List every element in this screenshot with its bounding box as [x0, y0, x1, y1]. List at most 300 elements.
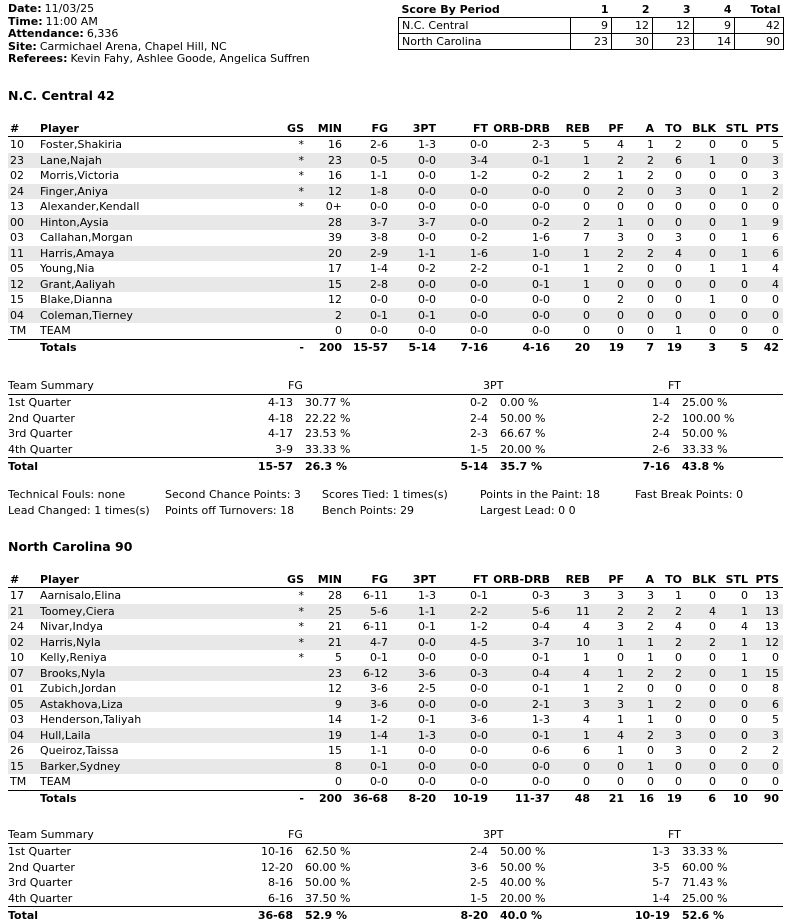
player-row — [8, 168, 783, 184]
note-label: Largest Lead: — [480, 504, 555, 517]
3pt-made-att: 2-4 — [470, 845, 489, 859]
totals-reb-cell: 48 — [554, 790, 594, 807]
player-row — [8, 650, 783, 666]
meta-label: Time: — [8, 14, 43, 28]
ft-cell: 1-2 — [470, 620, 488, 634]
gs-cell — [278, 246, 308, 262]
ft-made-att: 2-2 — [652, 411, 671, 425]
player-row — [8, 604, 783, 620]
player-row — [8, 215, 783, 231]
game-notes-row1 — [8, 487, 786, 503]
fg-cell: 5-6 — [370, 604, 388, 618]
min-cell: 16 — [328, 138, 342, 152]
gs-cell: * — [298, 169, 304, 183]
orb-drb-cell: 0-4 — [532, 620, 550, 634]
reb-cell: 2 — [583, 215, 590, 229]
reb-cell: 1 — [583, 277, 590, 291]
jersey-number-cell: 02 — [10, 169, 24, 183]
player-name-cell: Alexander,Kendall — [40, 200, 140, 214]
pf-cell: 4 — [617, 138, 624, 152]
reb-cell: 0 — [583, 293, 590, 307]
fg-cell: 0-0 — [370, 293, 388, 307]
totals-blk-cell: 3 — [686, 339, 720, 356]
orb-drb-cell: 0-1 — [532, 153, 550, 167]
box-column-header: STL — [720, 120, 752, 137]
blk-cell: 0 — [709, 200, 716, 214]
min-cell: 12 — [328, 293, 342, 307]
min-cell: 28 — [328, 589, 342, 603]
player-name-cell: TEAM — [40, 775, 71, 789]
jersey-number-cell: 23 — [10, 153, 24, 167]
3pt-made-att: 1-5 — [470, 891, 489, 905]
3pt-pct: 0.00 % — [500, 396, 539, 410]
fg-made-att-total: 36-68 — [248, 907, 293, 924]
player-name-cell: Harris,Amaya — [40, 246, 115, 260]
box-column-header: 3PT — [392, 120, 440, 137]
3pt-cell: 0-0 — [418, 744, 436, 758]
player-row — [8, 199, 783, 215]
player-name-cell: Coleman,Tierney — [40, 308, 133, 322]
stl-cell: 1 — [741, 651, 748, 665]
player-name-cell: TEAM — [40, 324, 71, 338]
min-cell: 20 — [328, 246, 342, 260]
reb-cell: 4 — [583, 620, 590, 634]
pts-cell: 2 — [772, 184, 779, 198]
player-row — [8, 743, 783, 759]
ft-pct: 50.00 % — [682, 427, 728, 441]
player-row — [8, 666, 783, 682]
player-name-cell: Young,Nia — [40, 262, 95, 276]
totals-pf-cell: 21 — [594, 790, 628, 807]
3pt-cell: 0-0 — [418, 759, 436, 773]
fg-made-att-total: 15-57 — [248, 458, 293, 475]
orb-drb-cell: 0-4 — [532, 666, 550, 680]
ft-pct: 33.33 % — [682, 845, 728, 859]
pf-cell: 1 — [617, 744, 624, 758]
q1-score: 23 — [571, 34, 612, 50]
totals-blank-cell — [8, 339, 38, 356]
team2-box-score-table — [8, 571, 783, 807]
ast-cell: 2 — [647, 728, 654, 742]
ast-cell: 3 — [647, 589, 654, 603]
summary-quarter-row — [8, 426, 783, 442]
stl-cell: 0 — [741, 728, 748, 742]
totals-gs-cell: - — [278, 339, 308, 356]
player-row — [8, 184, 783, 200]
box-column-header: # — [8, 120, 38, 137]
orb-drb-cell: 1-3 — [532, 713, 550, 727]
ft-pct-total: 43.8 % — [670, 458, 783, 475]
ft-cell: 2-2 — [470, 604, 488, 618]
ast-cell: 0 — [647, 184, 654, 198]
gs-cell — [278, 323, 308, 339]
q2-score: 30 — [612, 34, 653, 50]
ast-cell: 1 — [647, 759, 654, 773]
gs-cell — [278, 712, 308, 728]
3pt-cell: 0-1 — [418, 713, 436, 727]
ast-cell: 2 — [647, 246, 654, 260]
team2-summary-table — [8, 826, 783, 924]
fg-cell: 2-6 — [370, 138, 388, 152]
gs-cell: * — [298, 153, 304, 167]
jersey-number-cell: 07 — [10, 666, 24, 680]
gs-cell — [278, 215, 308, 231]
reb-cell: 1 — [583, 682, 590, 696]
note-label: Bench Points: — [322, 504, 397, 517]
box-column-header: GS — [278, 120, 308, 137]
stl-cell: 0 — [741, 759, 748, 773]
fg-pct: 22.22 % — [305, 411, 351, 425]
totals-orb-drb-cell: 11-37 — [492, 790, 554, 807]
ast-cell: 0 — [647, 215, 654, 229]
ft-made-att: 3-5 — [652, 860, 671, 874]
meta-value: Kevin Fahy, Ashlee Goode, Angelica Suffren — [70, 52, 310, 66]
to-cell: 0 — [675, 262, 682, 276]
pf-cell: 3 — [617, 697, 624, 711]
jersey-number-cell: TM — [10, 775, 27, 789]
blk-cell: 2 — [709, 635, 716, 649]
team1-summary-table — [8, 377, 783, 475]
fg-made-att: 12-20 — [261, 860, 293, 874]
ft-cell: 0-0 — [470, 744, 488, 758]
summary-3pt-header: 3PT — [443, 377, 628, 395]
summary-ft-header: FT — [628, 826, 783, 844]
min-cell: 12 — [328, 682, 342, 696]
pts-cell: 13 — [765, 620, 779, 634]
stl-cell: 1 — [741, 184, 748, 198]
reb-cell: 0 — [583, 200, 590, 214]
totals-orb-drb-cell: 4-16 — [492, 339, 554, 356]
jersey-number-cell: 15 — [10, 759, 24, 773]
summary-ft-header: FT — [628, 377, 783, 395]
player-row — [8, 261, 783, 277]
summary-quarter-row — [8, 860, 783, 876]
note-label: Second Chance Points: — [165, 488, 291, 501]
3pt-cell: 0-1 — [418, 308, 436, 322]
jersey-number-cell: 24 — [10, 620, 24, 634]
fg-pct: 62.50 % — [305, 845, 351, 859]
totals-row — [8, 790, 783, 807]
3pt-cell: 3-6 — [418, 666, 436, 680]
game-note — [8, 503, 165, 519]
to-cell: 3 — [675, 744, 682, 758]
orb-drb-cell: 0-0 — [532, 308, 550, 322]
box-column-header: A — [628, 120, 658, 137]
3pt-made-att: 1-5 — [470, 442, 489, 456]
box-column-header: TO — [658, 120, 686, 137]
summary-total-row — [8, 458, 783, 475]
player-name-cell: Brooks,Nyla — [40, 666, 106, 680]
player-row — [8, 308, 783, 324]
gs-cell — [278, 728, 308, 744]
stl-cell: 0 — [741, 589, 748, 603]
pts-cell: 5 — [772, 713, 779, 727]
pf-cell: 2 — [617, 604, 624, 618]
reb-cell: 3 — [583, 589, 590, 603]
pts-cell: 3 — [772, 728, 779, 742]
fg-made-att: 3-9 — [275, 442, 293, 456]
box-column-header: ORB-DRB — [492, 120, 554, 137]
gs-cell — [278, 230, 308, 246]
jersey-number-cell: 00 — [10, 215, 24, 229]
reb-cell: 4 — [583, 713, 590, 727]
3pt-pct: 40.00 % — [500, 876, 546, 890]
stl-cell: 1 — [741, 246, 748, 260]
reb-cell: 1 — [583, 262, 590, 276]
pf-cell: 2 — [617, 293, 624, 307]
min-cell: 23 — [328, 153, 342, 167]
player-row — [8, 759, 783, 775]
ft-cell: 4-5 — [470, 635, 488, 649]
blk-cell: 0 — [709, 246, 716, 260]
gs-cell: * — [298, 138, 304, 152]
stl-cell: 0 — [741, 713, 748, 727]
totals-3pt-cell: 5-14 — [392, 339, 440, 356]
fg-pct-total: 52.9 % — [293, 907, 443, 924]
ft-made-att: 1-3 — [652, 845, 671, 859]
gs-cell — [278, 759, 308, 775]
player-name-cell: Zubich,Jordan — [40, 682, 117, 696]
summary-title: Team Summary — [8, 826, 248, 844]
blk-cell: 1 — [709, 293, 716, 307]
meta-line — [8, 53, 310, 66]
min-cell: 21 — [328, 620, 342, 634]
reb-cell: 5 — [583, 138, 590, 152]
orb-drb-cell: 1-0 — [532, 246, 550, 260]
box-column-header: REB — [554, 571, 594, 588]
fg-pct: 60.00 % — [305, 860, 351, 874]
to-cell: 0 — [675, 682, 682, 696]
pf-cell: 1 — [617, 169, 624, 183]
team-name-cell: North Carolina — [399, 34, 571, 50]
note-value: 3 — [293, 488, 301, 501]
ast-cell: 1 — [647, 138, 654, 152]
totals-fg-cell: 15-57 — [346, 339, 392, 356]
3pt-cell: 1-3 — [418, 138, 436, 152]
pf-cell: 0 — [617, 651, 624, 665]
3pt-cell: 0-0 — [418, 635, 436, 649]
jersey-number-cell: 13 — [10, 200, 24, 214]
3pt-cell: 0-0 — [418, 293, 436, 307]
fg-cell: 0-1 — [370, 308, 388, 322]
gs-cell: * — [298, 184, 304, 198]
totals-blank-cell — [8, 790, 38, 807]
min-cell: 5 — [335, 651, 342, 665]
to-cell: 4 — [675, 620, 682, 634]
blk-cell: 4 — [709, 604, 716, 618]
player-name-cell: Hinton,Aysia — [40, 215, 109, 229]
score-row — [399, 34, 784, 50]
reb-cell: 1 — [583, 728, 590, 742]
orb-drb-cell: 0-0 — [532, 324, 550, 338]
player-row — [8, 712, 783, 728]
blk-cell: 0 — [709, 713, 716, 727]
quarter-label: 4th Quarter — [8, 442, 73, 456]
jersey-number-cell: 11 — [10, 246, 24, 260]
3pt-made-att: 2-5 — [470, 876, 489, 890]
gs-cell: * — [298, 589, 304, 603]
gs-cell: * — [298, 651, 304, 665]
reb-cell: 0 — [583, 308, 590, 322]
box-column-header: ORB-DRB — [492, 571, 554, 588]
jersey-number-cell: 26 — [10, 744, 24, 758]
to-cell: 0 — [675, 277, 682, 291]
summary-3pt-header: 3PT — [443, 826, 628, 844]
box-column-header: FG — [346, 571, 392, 588]
box-column-header: PTS — [752, 120, 783, 137]
meta-value: 11/03/25 — [44, 2, 95, 15]
reb-cell: 1 — [583, 246, 590, 260]
pts-cell: 0 — [772, 759, 779, 773]
3pt-pct: 20.00 % — [500, 442, 546, 456]
to-cell: 2 — [675, 138, 682, 152]
3pt-pct: 50.00 % — [500, 411, 546, 425]
fg-cell: 4-7 — [370, 635, 388, 649]
3pt-pct: 50.00 % — [500, 845, 546, 859]
gs-cell — [278, 308, 308, 324]
to-cell: 0 — [675, 308, 682, 322]
reb-cell: 0 — [583, 184, 590, 198]
to-cell: 1 — [675, 589, 682, 603]
team1-box-score-table — [8, 120, 783, 356]
ft-made-att: 2-4 — [652, 427, 671, 441]
jersey-number-cell: TM — [10, 324, 27, 338]
fg-pct: 23.53 % — [305, 427, 351, 441]
blk-cell: 0 — [709, 308, 716, 322]
jersey-number-cell: 03 — [10, 713, 24, 727]
3pt-cell: 1-3 — [418, 728, 436, 742]
blk-cell: 1 — [709, 262, 716, 276]
blk-cell: 0 — [709, 620, 716, 634]
game-note — [165, 503, 322, 519]
fg-cell: 1-1 — [370, 169, 388, 183]
ft-cell: 0-0 — [470, 651, 488, 665]
ft-cell: 0-3 — [470, 666, 488, 680]
to-cell: 3 — [675, 231, 682, 245]
blk-cell: 0 — [709, 775, 716, 789]
to-cell: 0 — [675, 713, 682, 727]
game-meta — [8, 3, 310, 66]
total-label: Total — [8, 458, 248, 475]
stl-cell: 0 — [741, 277, 748, 291]
score-header-row — [399, 2, 784, 18]
fg-pct: 33.33 % — [305, 442, 351, 456]
min-cell: 16 — [328, 169, 342, 183]
totals-min-cell: 200 — [308, 339, 346, 356]
min-cell: 0+ — [325, 200, 342, 214]
player-name-cell: Aarnisalo,Elina — [40, 589, 122, 603]
totals-fg-cell: 36-68 — [346, 790, 392, 807]
ft-pct-total: 52.6 % — [670, 907, 783, 924]
totals-ft-cell: 10-19 — [440, 790, 492, 807]
summary-quarter-row — [8, 875, 783, 891]
ft-cell: 1-6 — [470, 246, 488, 260]
totals-ast-cell: 16 — [628, 790, 658, 807]
ft-cell: 0-0 — [470, 682, 488, 696]
ft-pct: 100.00 % — [682, 411, 735, 425]
3pt-cell: 0-0 — [418, 697, 436, 711]
stl-cell: 0 — [741, 293, 748, 307]
orb-drb-cell: 0-1 — [532, 682, 550, 696]
totals-label-cell: Totals — [38, 339, 278, 356]
3pt-cell: 1-1 — [418, 246, 436, 260]
reb-cell: 1 — [583, 153, 590, 167]
ast-cell: 2 — [647, 169, 654, 183]
min-cell: 0 — [335, 775, 342, 789]
min-cell: 23 — [328, 666, 342, 680]
pts-cell: 8 — [772, 682, 779, 696]
3pt-cell: 0-0 — [418, 153, 436, 167]
3pt-cell: 0-0 — [418, 324, 436, 338]
game-note — [480, 503, 635, 519]
pts-cell: 12 — [765, 635, 779, 649]
summary-title: Team Summary — [8, 377, 248, 395]
player-name-cell: Foster,Shakiria — [40, 138, 122, 152]
fg-pct: 30.77 % — [305, 396, 351, 410]
box-column-header: A — [628, 571, 658, 588]
meta-label: Site: — [8, 39, 37, 53]
player-row — [8, 246, 783, 262]
player-name-cell: Kelly,Reniya — [40, 651, 107, 665]
blk-cell: 0 — [709, 682, 716, 696]
ft-cell: 0-0 — [470, 728, 488, 742]
totals-to-cell: 19 — [658, 339, 686, 356]
meta-value: 6,336 — [86, 27, 119, 41]
score-row — [399, 18, 784, 34]
player-row — [8, 635, 783, 651]
ast-cell: 2 — [647, 604, 654, 618]
stl-cell: 4 — [741, 620, 748, 634]
box-column-header: GS — [278, 571, 308, 588]
q3-score: 23 — [653, 34, 694, 50]
ft-pct: 71.43 % — [682, 876, 728, 890]
min-cell: 19 — [328, 728, 342, 742]
box-column-header: MIN — [308, 120, 346, 137]
player-row — [8, 697, 783, 713]
orb-drb-cell: 0-0 — [532, 184, 550, 198]
to-cell: 4 — [675, 246, 682, 260]
orb-drb-cell: 0-0 — [532, 200, 550, 214]
gs-cell: * — [298, 200, 304, 214]
summary-quarter-row — [8, 844, 783, 860]
min-cell: 14 — [328, 713, 342, 727]
note-value: 0 — [736, 488, 744, 501]
box-column-header: BLK — [686, 120, 720, 137]
ast-cell: 2 — [647, 620, 654, 634]
pf-cell: 4 — [617, 728, 624, 742]
reb-cell: 1 — [583, 651, 590, 665]
ft-pct: 60.00 % — [682, 860, 728, 874]
jersey-number-cell: 10 — [10, 138, 24, 152]
orb-drb-cell: 0-6 — [532, 744, 550, 758]
player-row — [8, 728, 783, 744]
stl-cell: 0 — [741, 138, 748, 152]
pf-cell: 3 — [617, 231, 624, 245]
fg-cell: 1-4 — [370, 262, 388, 276]
orb-drb-cell: 0-1 — [532, 262, 550, 276]
ft-cell: 3-4 — [470, 153, 488, 167]
summary-quarter-row — [8, 891, 783, 907]
game-note — [165, 487, 322, 503]
game-notes-row2 — [8, 503, 786, 519]
ft-cell: 0-1 — [470, 589, 488, 603]
pf-cell: 0 — [617, 759, 624, 773]
orb-drb-cell: 0-2 — [532, 169, 550, 183]
ast-cell: 1 — [647, 635, 654, 649]
pts-cell: 15 — [765, 666, 779, 680]
q4-score: 9 — [694, 18, 735, 34]
period-2-header: 2 — [641, 3, 650, 16]
